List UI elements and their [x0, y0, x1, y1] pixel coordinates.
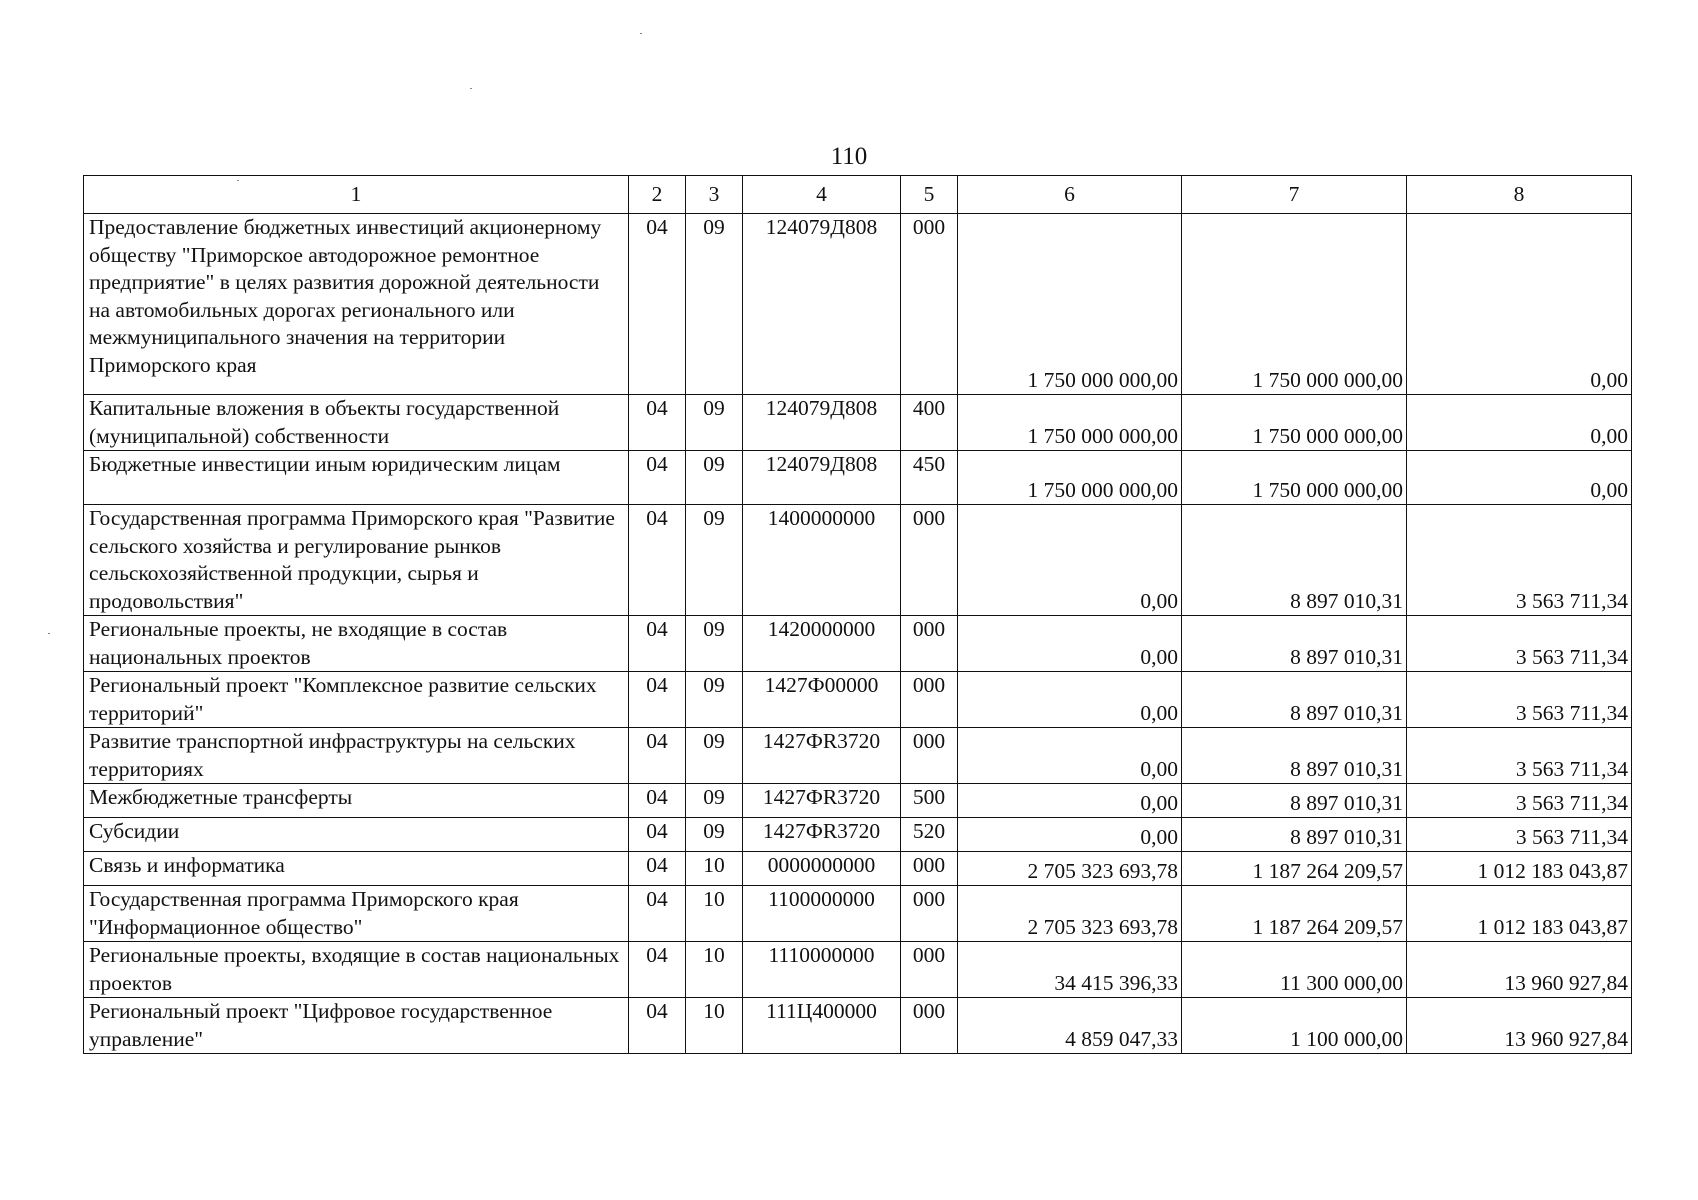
section-code: 04: [629, 852, 686, 886]
table-row: [84, 451, 1632, 505]
target-article-code: 124079Д808: [743, 214, 901, 395]
table-row: [84, 852, 1632, 886]
expense-type-code: 000: [901, 942, 958, 998]
amount-col-7: 11 300 000,00: [1182, 942, 1407, 998]
amount-col-7: 1 187 264 209,57: [1182, 886, 1407, 942]
section-code: 04: [629, 214, 686, 395]
subsection-code: 09: [686, 505, 743, 616]
subsection-code: 10: [686, 886, 743, 942]
subsection-code: 10: [686, 942, 743, 998]
subsection-code: 09: [686, 784, 743, 818]
subsection-code: 10: [686, 852, 743, 886]
budget-table: [83, 175, 1632, 1054]
expense-type-code: 520: [901, 818, 958, 852]
section-code: 04: [629, 505, 686, 616]
amount-col-8: 0,00: [1407, 214, 1632, 395]
amount-col-7: 1 187 264 209,57: [1182, 852, 1407, 886]
amount-col-7: 8 897 010,31: [1182, 672, 1407, 728]
column-header-2: 2: [629, 176, 686, 214]
amount-col-8: 0,00: [1407, 451, 1632, 505]
expense-type-code: 500: [901, 784, 958, 818]
row-name: Региональные проекты, входящие в состав национальных проектов: [84, 942, 629, 998]
target-article-code: 1100000000: [743, 886, 901, 942]
amount-col-7: 1 750 000 000,00: [1182, 214, 1407, 395]
amount-col-6: 0,00: [958, 616, 1182, 672]
table-row: [84, 395, 1632, 451]
subsection-code: 09: [686, 214, 743, 395]
column-header-5: 5: [901, 176, 958, 214]
target-article-code: 124079Д808: [743, 451, 901, 505]
target-article-code: 1400000000: [743, 505, 901, 616]
table-row: [84, 505, 1632, 616]
section-code: 04: [629, 886, 686, 942]
amount-col-8: 3 563 711,34: [1407, 818, 1632, 852]
section-code: 04: [629, 998, 686, 1054]
amount-col-8: 3 563 711,34: [1407, 505, 1632, 616]
column-header-1: 1: [84, 176, 629, 214]
amount-col-7: 8 897 010,31: [1182, 728, 1407, 784]
table-row: [84, 728, 1632, 784]
row-name: Развитие транспортной инфраструктуры на сельских территориях: [84, 728, 629, 784]
expense-type-code: 000: [901, 998, 958, 1054]
table-row: [84, 998, 1632, 1054]
expense-type-code: 000: [901, 728, 958, 784]
target-article-code: 1427ФR3720: [743, 784, 901, 818]
expense-type-code: 000: [901, 214, 958, 395]
subsection-code: 09: [686, 395, 743, 451]
amount-col-7: 1 100 000,00: [1182, 998, 1407, 1054]
section-code: 04: [629, 395, 686, 451]
amount-col-6: 34 415 396,33: [958, 942, 1182, 998]
amount-col-8: 0,00: [1407, 395, 1632, 451]
row-name: Предоставление бюджетных инвестиций акционерному обществу "Приморское автодорожное ремонтное предприятие" в целях развития дорожной деятельности на автомобильных дорогах регионального или межмуниципального значения на территории Приморского края: [84, 214, 629, 395]
subsection-code: 09: [686, 818, 743, 852]
subsection-code: 09: [686, 728, 743, 784]
section-code: 04: [629, 616, 686, 672]
amount-col-7: 8 897 010,31: [1182, 616, 1407, 672]
row-name: Региональный проект "Цифровое государственное управление": [84, 998, 629, 1054]
target-article-code: 111Ц400000: [743, 998, 901, 1054]
row-name: Государственная программа Приморского края "Информационное общество": [84, 886, 629, 942]
column-header-6: 6: [958, 176, 1182, 214]
subsection-code: 09: [686, 672, 743, 728]
section-code: 04: [629, 672, 686, 728]
amount-col-6: 1 750 000 000,00: [958, 214, 1182, 395]
column-header-4: 4: [743, 176, 901, 214]
row-name: Капитальные вложения в объекты государственной (муниципальной) собственности: [84, 395, 629, 451]
row-name: Региональные проекты, не входящие в состав национальных проектов: [84, 616, 629, 672]
row-name: Региональный проект "Комплексное развитие сельских территорий": [84, 672, 629, 728]
amount-col-8: 3 563 711,34: [1407, 728, 1632, 784]
amount-col-6: 0,00: [958, 784, 1182, 818]
amount-col-7: 8 897 010,31: [1182, 505, 1407, 616]
amount-col-7: 1 750 000 000,00: [1182, 451, 1407, 505]
amount-col-7: 8 897 010,31: [1182, 818, 1407, 852]
table-row: [84, 672, 1632, 728]
section-code: 04: [629, 451, 686, 505]
amount-col-8: 1 012 183 043,87: [1407, 886, 1632, 942]
target-article-code: 1110000000: [743, 942, 901, 998]
row-name: Связь и информатика: [84, 852, 629, 886]
table-row: [84, 886, 1632, 942]
column-header-3: 3: [686, 176, 743, 214]
amount-col-8: 3 563 711,34: [1407, 616, 1632, 672]
expense-type-code: 000: [901, 852, 958, 886]
section-code: 04: [629, 942, 686, 998]
column-header-7: 7: [1182, 176, 1407, 214]
table-row: [84, 784, 1632, 818]
amount-col-6: 0,00: [958, 672, 1182, 728]
target-article-code: 1427ФR3720: [743, 818, 901, 852]
table-row: [84, 818, 1632, 852]
table-row: [84, 616, 1632, 672]
amount-col-8: 3 563 711,34: [1407, 672, 1632, 728]
amount-col-8: 13 960 927,84: [1407, 942, 1632, 998]
column-header-8: 8: [1407, 176, 1632, 214]
subsection-code: 09: [686, 616, 743, 672]
section-code: 04: [629, 728, 686, 784]
amount-col-6: 2 705 323 693,78: [958, 886, 1182, 942]
amount-col-7: 8 897 010,31: [1182, 784, 1407, 818]
target-article-code: 0000000000: [743, 852, 901, 886]
row-name: Межбюджетные трансферты: [84, 784, 629, 818]
amount-col-8: 1 012 183 043,87: [1407, 852, 1632, 886]
amount-col-7: 1 750 000 000,00: [1182, 395, 1407, 451]
amount-col-8: 13 960 927,84: [1407, 998, 1632, 1054]
amount-col-6: 0,00: [958, 728, 1182, 784]
target-article-code: 1427Ф00000: [743, 672, 901, 728]
amount-col-6: 0,00: [958, 505, 1182, 616]
amount-col-6: 1 750 000 000,00: [958, 395, 1182, 451]
expense-type-code: 400: [901, 395, 958, 451]
amount-col-6: 4 859 047,33: [958, 998, 1182, 1054]
subsection-code: 10: [686, 998, 743, 1054]
expense-type-code: 000: [901, 672, 958, 728]
amount-col-6: 2 705 323 693,78: [958, 852, 1182, 886]
target-article-code: 1420000000: [743, 616, 901, 672]
amount-col-6: 1 750 000 000,00: [958, 451, 1182, 505]
subsection-code: 09: [686, 451, 743, 505]
row-name: Субсидии: [84, 818, 629, 852]
table-row: [84, 942, 1632, 998]
target-article-code: 1427ФR3720: [743, 728, 901, 784]
expense-type-code: 450: [901, 451, 958, 505]
header-row: [84, 176, 1632, 214]
expense-type-code: 000: [901, 505, 958, 616]
table-row: [84, 214, 1632, 395]
amount-col-8: 3 563 711,34: [1407, 784, 1632, 818]
section-code: 04: [629, 818, 686, 852]
expense-type-code: 000: [901, 886, 958, 942]
expense-type-code: 000: [901, 616, 958, 672]
row-name: Государственная программа Приморского края "Развитие сельского хозяйства и регулирование рынков сельскохозяйственной продукции, сырья и продовольствия": [84, 505, 629, 616]
row-name: Бюджетные инвестиции иным юридическим лицам: [84, 451, 629, 505]
section-code: 04: [629, 784, 686, 818]
target-article-code: 124079Д808: [743, 395, 901, 451]
amount-col-6: 0,00: [958, 818, 1182, 852]
table-body: [84, 176, 1632, 1054]
page-number: 110: [830, 143, 868, 170]
